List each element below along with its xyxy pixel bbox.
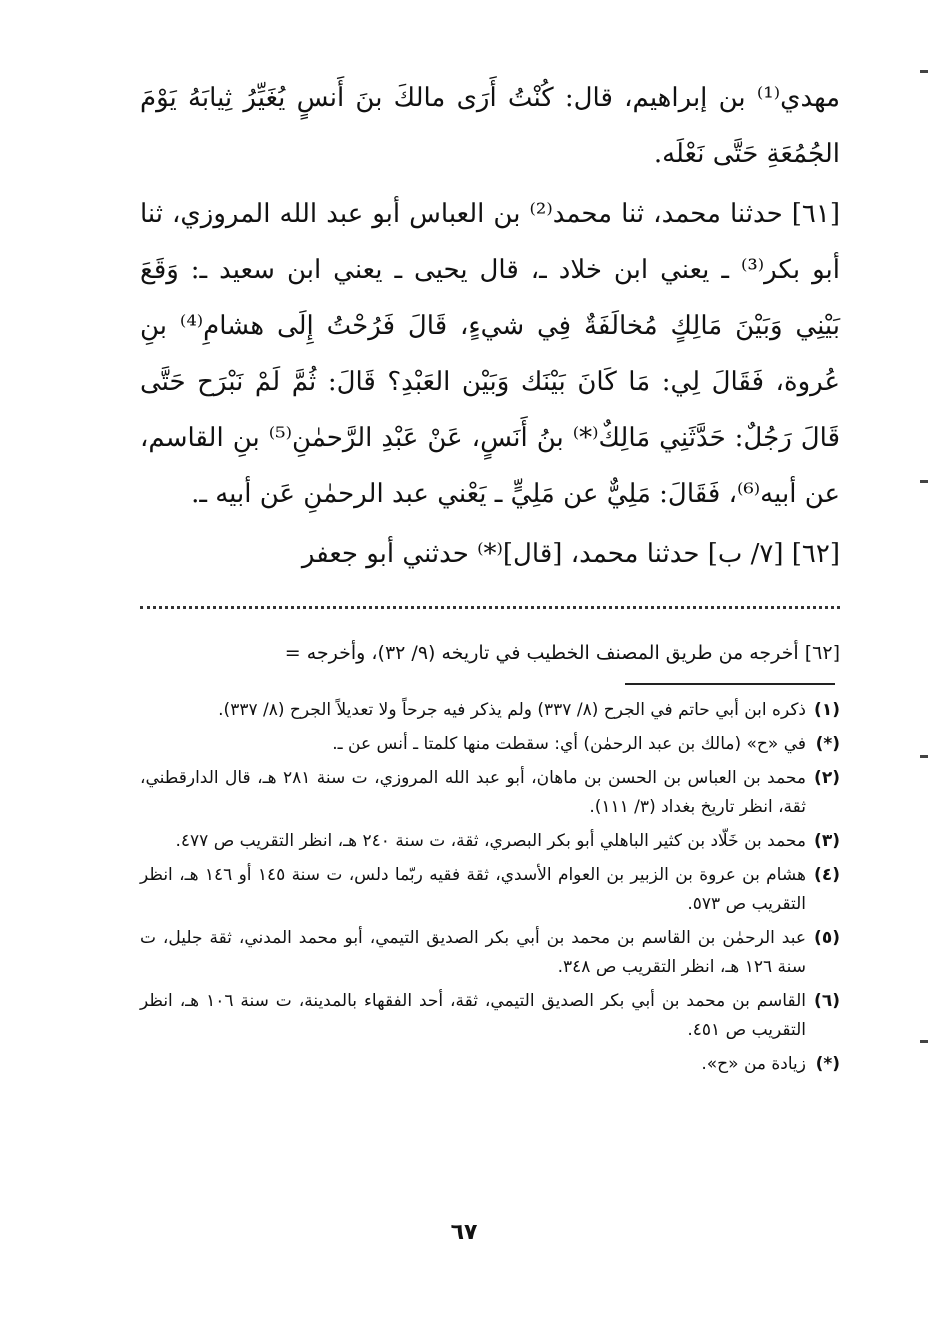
footnote-text: في «ح» (مالك بن عبد الرحمٰن) أي: سقطت منها كلمتا ـ أنس عن ـ. bbox=[332, 734, 806, 754]
footnote-star-1 bbox=[140, 730, 840, 759]
footnote-number: (*) bbox=[815, 734, 840, 754]
footnote-4 bbox=[140, 861, 840, 919]
dotted-separator bbox=[140, 606, 840, 609]
footnotes bbox=[140, 696, 840, 1084]
footnote-star-2 bbox=[140, 1050, 840, 1079]
footnote-number: (٥) bbox=[814, 928, 840, 948]
takhrij-note-62: [٦٢] أخرجه من طريق المصنف الخطيب في تاريخه (٩/ ٣٢)، وأخرجه = bbox=[284, 642, 840, 664]
scan-edge-mark bbox=[920, 480, 928, 483]
footnote-1 bbox=[140, 696, 840, 725]
footnote-rule bbox=[625, 683, 835, 685]
paragraph-hadith-60-end: مهدي⁽¹⁾ بن إبراهيم، قال: كُنْتُ أَرَى مالكَ بنَ أَنسٍ يُغَيِّرُ ثِيابَهُ يَوْمَ الجُمُعَةِ حَتَّى نَعْلَه. bbox=[140, 83, 840, 169]
footnote-text: محمد بن العباس بن الحسن بن ماهان، أبو عبد الله المروزي، ت سنة ٢٨١ هـ، قال الدارقطني، ثقة، انظر تاريخ بغداد (٣/ ١١١). bbox=[140, 768, 807, 817]
footnote-number: (١) bbox=[814, 700, 840, 720]
paragraph-hadith-62: [٦٢] [٧/ ب] حدثنا محمد، [قال]⁽*⁾ حدثني أبو جعفر bbox=[301, 539, 840, 569]
scan-edge-mark bbox=[920, 755, 928, 758]
footnote-number: (٢) bbox=[814, 768, 840, 788]
footnote-6 bbox=[140, 987, 840, 1045]
footnote-number: (٦) bbox=[814, 991, 840, 1011]
scan-edge-mark bbox=[920, 70, 928, 73]
footnote-text: هشام بن عروة بن الزبير بن العوام الأسدي، ثقة فقيه ربّما دلس، ت سنة ١٤٥ أو ١٤٦ هـ، انظر التقريب ص ٥٧٣. bbox=[140, 865, 806, 914]
footnote-text: زيادة من «ح». bbox=[701, 1054, 806, 1074]
paragraph-hadith-61: [٦١] حدثنا محمد، ثنا محمد⁽²⁾ بن العباس أبو عبد الله المروزي، ثنا أبو بكر⁽³⁾ ـ يعني ابن خلاد ـ، قال يحيى ـ يعني ابن سعيد ـ: وَقَعَ بَيْنِي وَبَيْنَ مَالِكٍ مُخالَفَةٌ فِي شيءٍ، قَالَ فَرُحْتُ إِلَى هشامِ⁽⁴⁾ بنِ عُروة، فَقَالَ لِي: مَا كَانَ بَيْنَك وَبَيْن العَبْدِ؟ قَالَ: ثُمَّ لَمْ نَبْرَح حَتَّى قَالَ رَجُلٌ: حَدَّثَنِي مَالِكٌ⁽*⁾ بنُ أَنَسٍ، عَنْ عَبْدِ الرَّحمٰنِ⁽⁵⁾ بنِ القاسم، عن أبيه⁽⁶⁾، فَقَالَ: مَلِيٌّ عن مَلِيٍّ ـ يَعْني عبد الرحمٰنِ عَن أبيه ـ. bbox=[140, 199, 841, 509]
main-text bbox=[140, 70, 840, 582]
footnote-number: (٣) bbox=[814, 831, 840, 851]
footnote-3 bbox=[140, 827, 840, 856]
footnote-number: (*) bbox=[815, 1054, 840, 1074]
footnote-text: محمد بن خَلّاد بن كثير الباهلي أبو بكر البصري، ثقة، ت سنة ٢٤٠ هـ، انظر التقريب ص ٤٧٧. bbox=[175, 831, 806, 851]
footnote-text: القاسم بن محمد بن أبي بكر الصديق التيمي، ثقة، أحد الفقهاء بالمدينة، ت سنة ١٠٦ هـ، انظر التقريب ص ٤٥١. bbox=[140, 991, 806, 1040]
footnote-number: (٤) bbox=[814, 865, 840, 885]
footnote-text: ذكره ابن أبي حاتم في الجرح (٨/ ٣٣٧) ولم يذكر فيه جرحاً ولا تعديلاً الجرح (٨/ ٣٣٧). bbox=[218, 700, 806, 720]
footnote-2 bbox=[140, 764, 840, 822]
footnote-5 bbox=[140, 924, 840, 982]
page-number: ٦٧ bbox=[450, 1220, 478, 1245]
footnote-text: عبد الرحمٰن بن القاسم بن محمد بن أبي بكر الصديق التيمي، أبو محمد المدني، ثقة جليل، ت سنة ١٢٦ هـ، انظر التقريب ص ٣٤٨. bbox=[140, 928, 806, 977]
scan-edge-mark bbox=[920, 1040, 928, 1043]
